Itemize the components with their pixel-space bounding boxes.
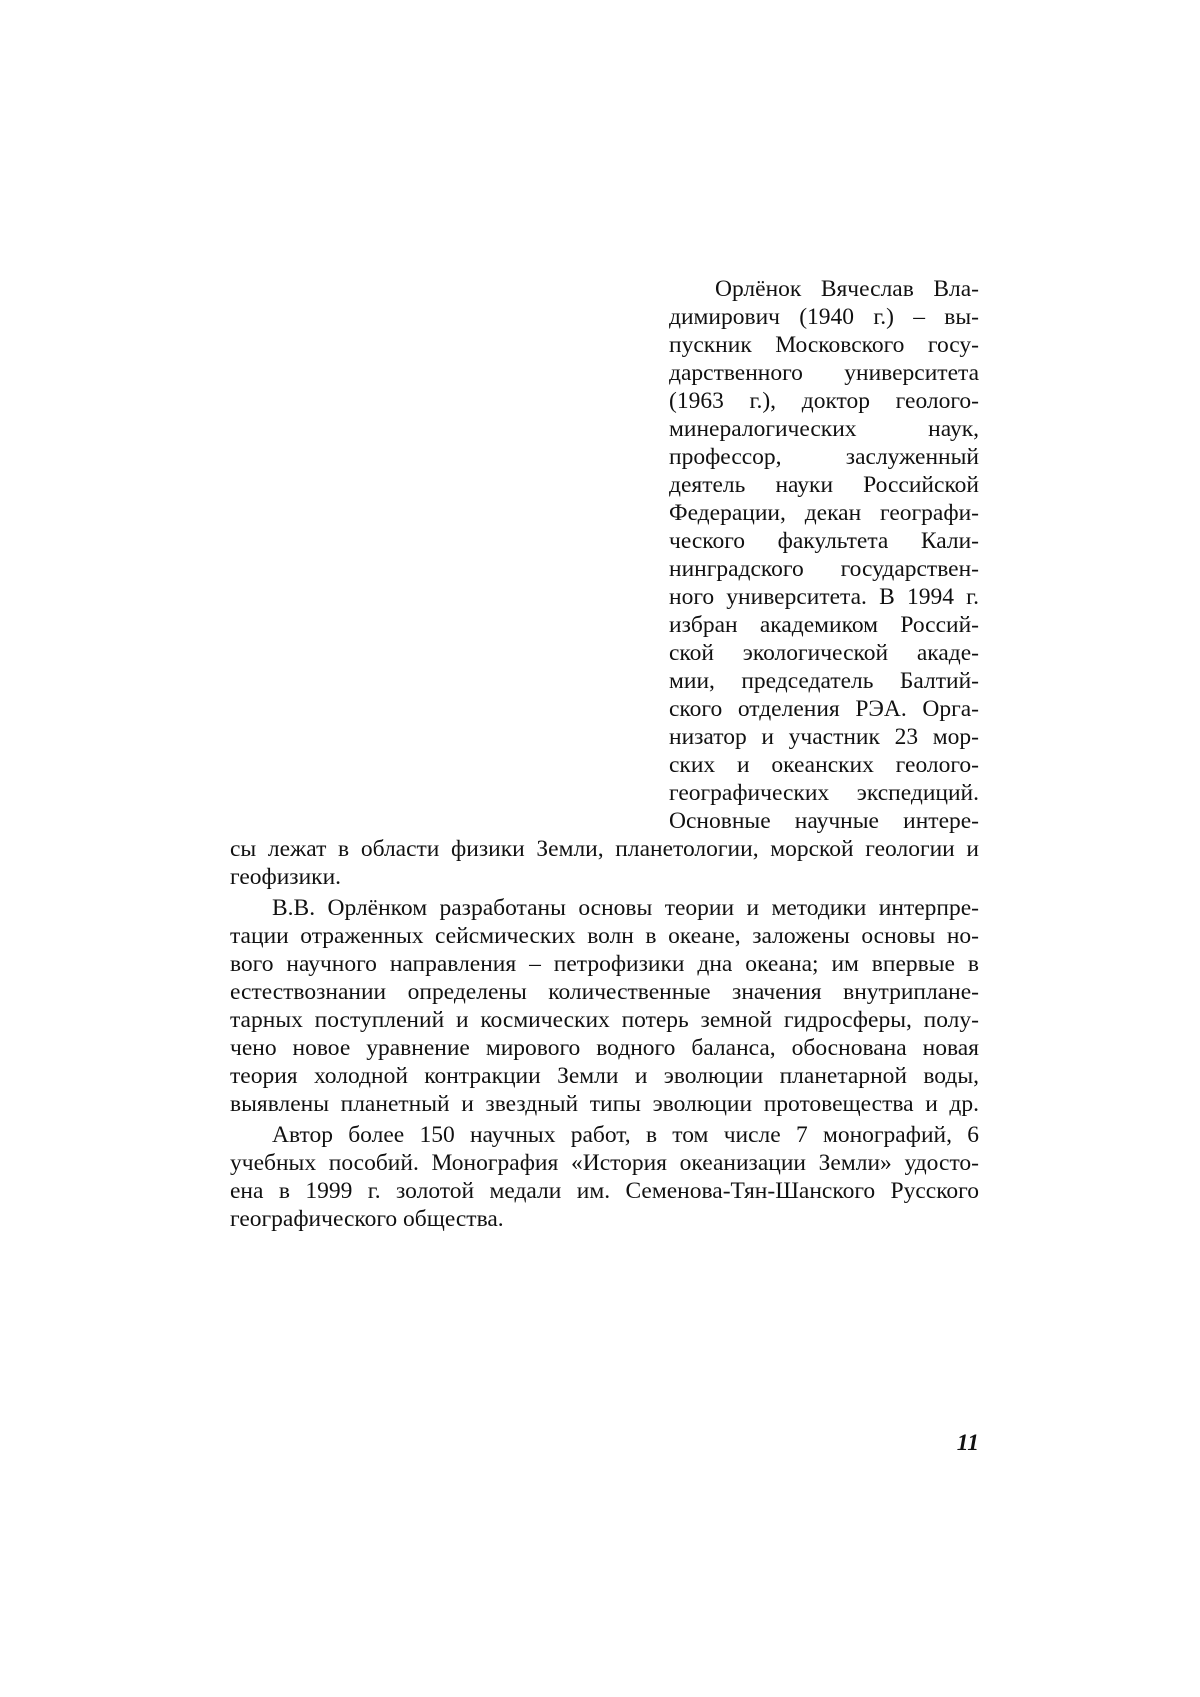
bio-line: ской экологической акаде- [669,640,979,666]
bio-line: ного университета. В 1994 г. [669,584,979,610]
publications-line: ена в 1999 г. золотой медали им. Семенова-Тян-Шанского Русского [230,1178,979,1204]
research-line: тации отраженных сейсмических волн в океане, заложены основы но- [230,923,979,949]
bio-line: сы лежат в области физики Земли, планетологии, морской геологии и [230,836,979,862]
bio-line: мии, председатель Балтий- [669,668,979,694]
publications-line: Автор более 150 научных работ, в том числе 7 монографий, 6 [272,1122,979,1148]
bio-line: ского отделения РЭА. Орга- [669,696,979,722]
research-line: В.В. Орлёнком разработаны основы теории и методики интерпре- [272,895,979,921]
bio-line: нинградского государствен- [669,556,979,582]
bio-line: пускник Московского госу- [669,332,979,358]
bio-line: Орлёнок Вячеслав Вла- [715,276,979,302]
research-line: выявлены планетный и звездный типы эволюции протовещества и др. [230,1091,979,1117]
research-line: чено новое уравнение мирового водного баланса, обоснована новая [230,1035,979,1061]
bio-line: дарственного университета [669,360,979,386]
bio-line: географических экспедиций. [669,780,979,806]
bio-line: геофизики. [230,864,342,890]
research-line: естествознании определены количественные значения внутриплане- [230,979,979,1005]
research-line: теория холодной контракции Земли и эволюции планетарной воды, [230,1063,979,1089]
bio-line: (1963 г.), доктор геолого- [669,388,979,414]
bio-line: профессор, заслуженный [669,444,979,470]
bio-line: Основные научные интере- [669,808,979,834]
page-number: 11 [956,1430,979,1456]
bio-line: димирович (1940 г.) – вы- [669,304,979,330]
bio-line: Федерации, декан географи- [669,500,979,526]
publications-line: учебных пособий. Монография «История океанизации Земли» удосто- [230,1150,979,1176]
bio-line: избран академиком Россий- [669,612,979,638]
bio-line: ческого факультета Кали- [669,528,979,554]
bio-line: минералогических наук, [669,416,979,442]
research-line: тарных поступлений и космических потерь земной гидросферы, полу- [230,1007,979,1033]
research-line: вого научного направления – петрофизики дна океана; им впервые в [230,951,979,977]
publications-line: географического общества. [230,1206,504,1232]
bio-line: низатор и участник 23 мор- [669,724,979,750]
bio-line: деятель науки Российской [669,472,979,498]
bio-line: ских и океанских геолого- [669,752,979,778]
